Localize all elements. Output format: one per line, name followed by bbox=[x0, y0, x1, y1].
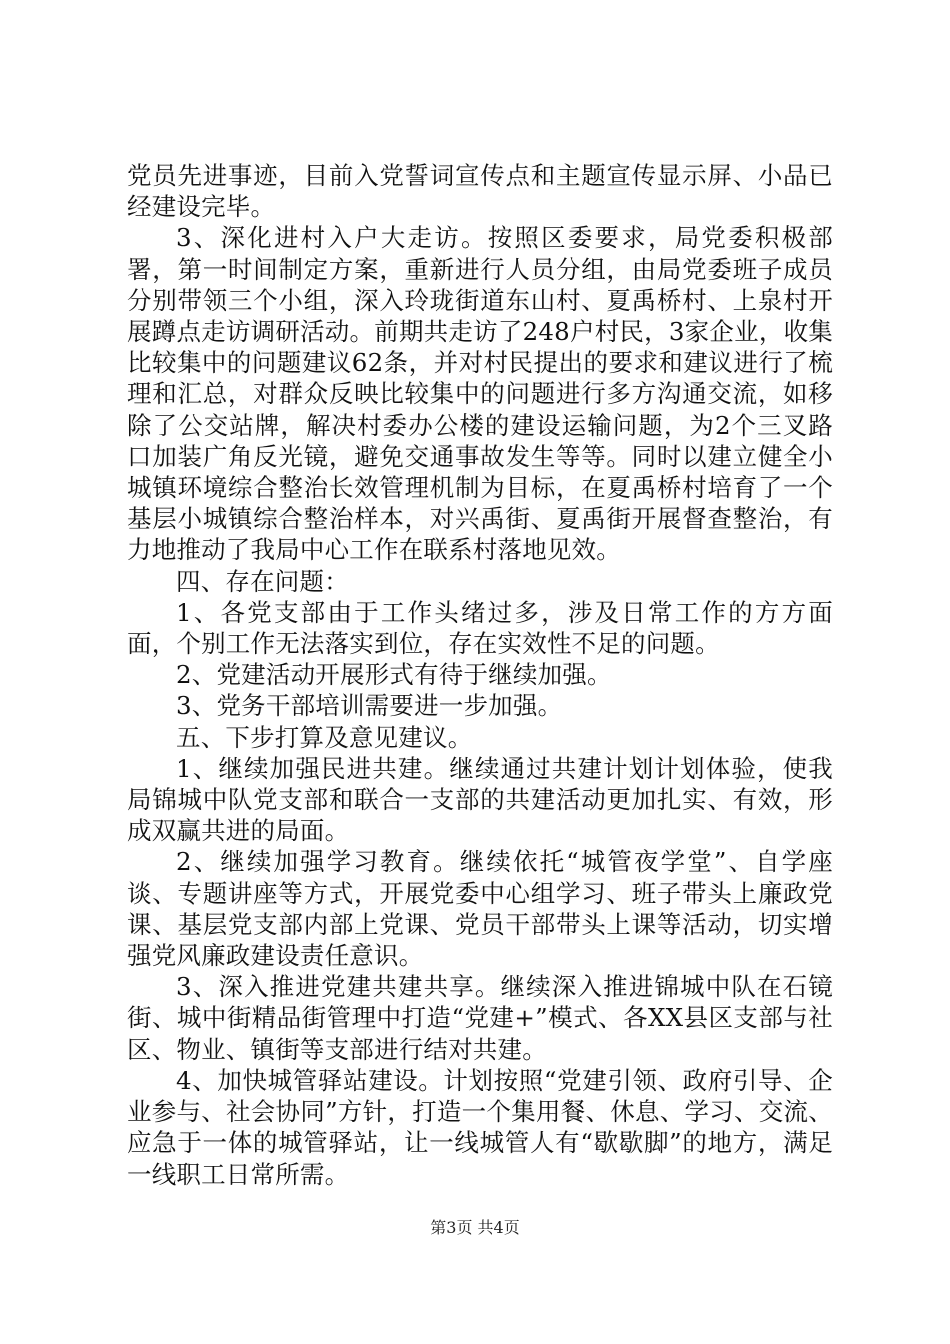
problem-item-3: 3、党务干部培训需要进一步加强。 bbox=[176, 691, 563, 721]
plan-item-1: 1、继续加强民进共建。继续通过共建计划计划体验，使我局锦城中队党支部和联合一支部的共建活动更加扎实、有效，形成双赢共进的局面。 bbox=[127, 753, 833, 846]
paragraph-village-visits: 3、深化进村入户大走访。按照区委要求，局党委积极部署，第一时间制定方案，重新进行人员分组，由局党委班子成员分别带领三个小组，深入玲珑街道东山村、夏禹桥村、上泉村开展蹲点走访调研活动。前期共走访了248户村民，3家企业，收集比较集中的问题建议62条，并对村民提出的要求和建议进行了梳理和汇总，对群众反映比较集中的问题进行多方沟通交流，如移除了公交站牌，解决村委办公楼的建设运输问题，为2个三叉路口加装广角反光镜，避免交通事故发生等等。同时以建立健全小城镇环境综合整治长效管理机制为目标，在夏禹桥村培育了一个基层小城镇综合整治样本，对兴禹街、夏禹街开展督查整治，有力地推动了我局中心工作在联系村落地见效。 bbox=[127, 223, 833, 565]
problem-item-1: 1、各党支部由于工作头绪过多，涉及日常工作的方方面面，个别工作无法落实到位，存在实效性不足的问题。 bbox=[127, 597, 833, 659]
problem-item-2: 2、党建活动开展形式有待于继续加强。 bbox=[176, 660, 612, 690]
plan-item-2: 2、继续加强学习教育。继续依托“城管夜学堂”、自学座谈、专题讲座等方式，开展党委中心组学习、班子带头上廉政党课、基层党支部内部上党课、党员干部带头上课等活动，切实增强党风廉政建设责任意识。 bbox=[127, 847, 833, 971]
page-number-footer: 第3页 共4页 bbox=[430, 1218, 520, 1237]
section-heading-next-steps: 五、下步打算及意见建议。 bbox=[176, 722, 473, 752]
section-heading-problems: 四、存在问题： bbox=[176, 566, 349, 596]
document-body bbox=[127, 160, 833, 1190]
plan-item-4: 4、加快城管驿站建设。计划按照“党建引领、政府引导、企业参与、社会协同”方针，打造一个集用餐、休息、学习、交流、应急于一体的城管驿站，让一线城管人有“歇歇脚”的地方，满足一线职工日常所需。 bbox=[127, 1065, 833, 1189]
paragraph-continuation: 党员先进事迹，目前入党誓词宣传点和主题宣传显示屏、小品已经建设完毕。 bbox=[127, 161, 833, 222]
plan-item-3: 3、深入推进党建共建共享。继续深入推进锦城中队在石镜街、城中街精品街管理中打造“党建+”模式、各XX县区支部与社区、物业、镇街等支部进行结对共建。 bbox=[127, 972, 833, 1064]
